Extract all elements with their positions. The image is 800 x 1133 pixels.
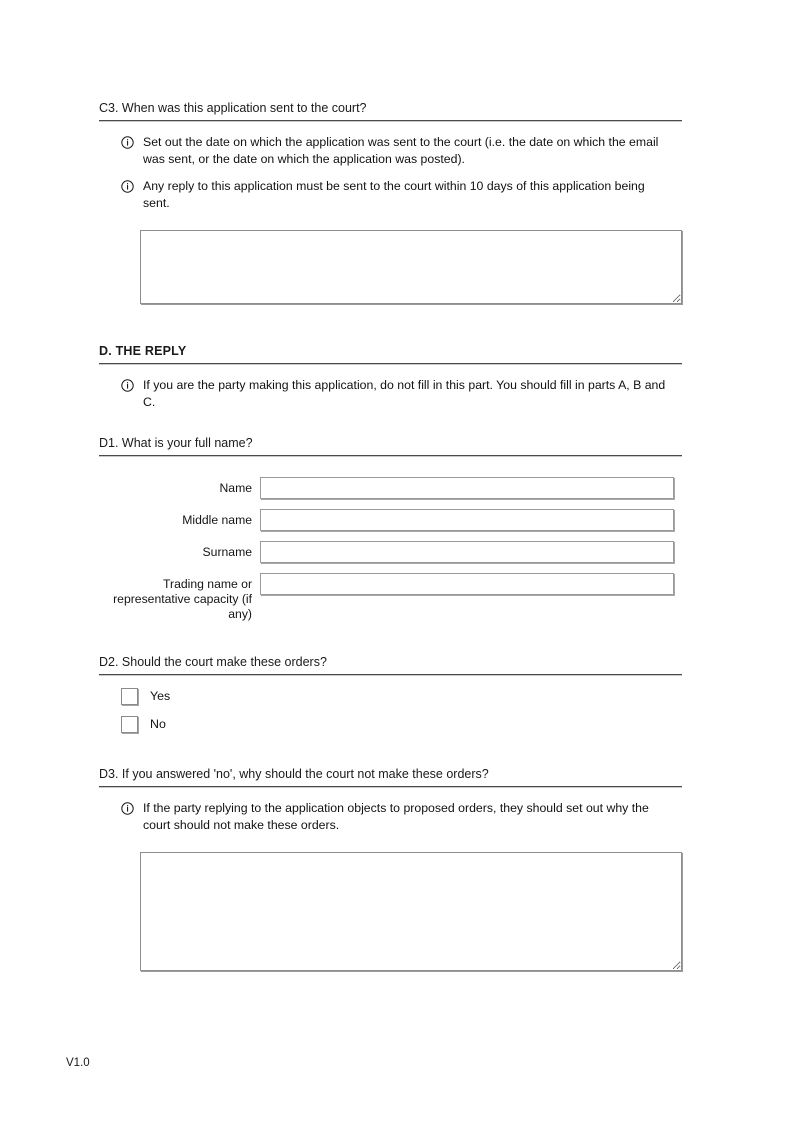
section-d1-divider (99, 455, 682, 457)
note-text: If the party replying to the application objects to proposed orders, they should set out why the court should not make these orders. (143, 801, 649, 832)
section-d3-answer-textarea[interactable] (140, 852, 682, 971)
section-d1-heading: D1. What is your full name? (99, 436, 253, 450)
option-no[interactable] (121, 716, 682, 733)
document-version: V1.0 (66, 1057, 90, 1069)
info-circle-icon (121, 180, 134, 193)
checkbox-label-no: No (150, 717, 166, 731)
field-label-middle-name: Middle name (182, 513, 252, 527)
spacer (99, 222, 682, 230)
field-label-surname: Surname (202, 545, 252, 559)
info-circle-icon (121, 379, 134, 392)
spacer (99, 309, 682, 343)
spacer (99, 632, 682, 654)
note-text: Set out the date on which the application was sent to the court (i.e. the date on which the email was sent, or the date on which the application was posted). (143, 135, 659, 166)
field-row-middle-name (99, 509, 682, 531)
section-d1 (99, 435, 682, 622)
section-d-note-1 (121, 377, 666, 410)
form-content (99, 100, 682, 976)
section-d3-divider (99, 786, 682, 788)
note-text: If you are the party making this application, do not fill in this part. You should fill in parts A, B and C. (143, 378, 666, 409)
section-c3-answer-textarea[interactable] (140, 230, 682, 304)
section-d (99, 343, 682, 410)
spacer (99, 421, 682, 435)
section-c3 (99, 100, 682, 309)
checkbox-yes[interactable] (121, 688, 138, 705)
section-d-heading: D. THE REPLY (99, 344, 187, 358)
checkbox-label-yes: Yes (150, 689, 171, 703)
field-row-trading-name (99, 573, 682, 622)
field-label-name: Name (219, 481, 252, 495)
section-c3-heading: C3. When was this application sent to the court? (99, 101, 367, 115)
spacer (99, 469, 682, 477)
section-d2 (99, 654, 682, 733)
section-d2-heading: D2. Should the court make these orders? (99, 655, 327, 669)
section-d3-note-1 (121, 800, 666, 833)
section-c3-note-2 (121, 178, 666, 211)
middle-name-input[interactable] (260, 509, 674, 531)
info-circle-icon (121, 136, 134, 149)
section-d3 (99, 766, 682, 976)
name-input[interactable] (260, 477, 674, 499)
section-c3-divider (99, 120, 682, 122)
info-circle-icon (121, 802, 134, 815)
option-yes[interactable] (121, 688, 682, 705)
spacer (99, 744, 682, 766)
field-label-trading-name: Trading name or representative capacity (if any) (113, 577, 252, 621)
trading-name-input[interactable] (260, 573, 674, 595)
checkbox-no[interactable] (121, 716, 138, 733)
spacer (99, 844, 682, 852)
section-d3-heading: D3. If you answered 'no', why should the court not make these orders? (99, 767, 489, 781)
section-c3-note-1 (121, 134, 666, 167)
field-row-name (99, 477, 682, 499)
surname-input[interactable] (260, 541, 674, 563)
section-d2-divider (99, 674, 682, 676)
note-text: Any reply to this application must be sent to the court within 10 days of this application being sent. (143, 179, 645, 210)
section-d-divider (99, 363, 682, 365)
field-row-surname (99, 541, 682, 563)
